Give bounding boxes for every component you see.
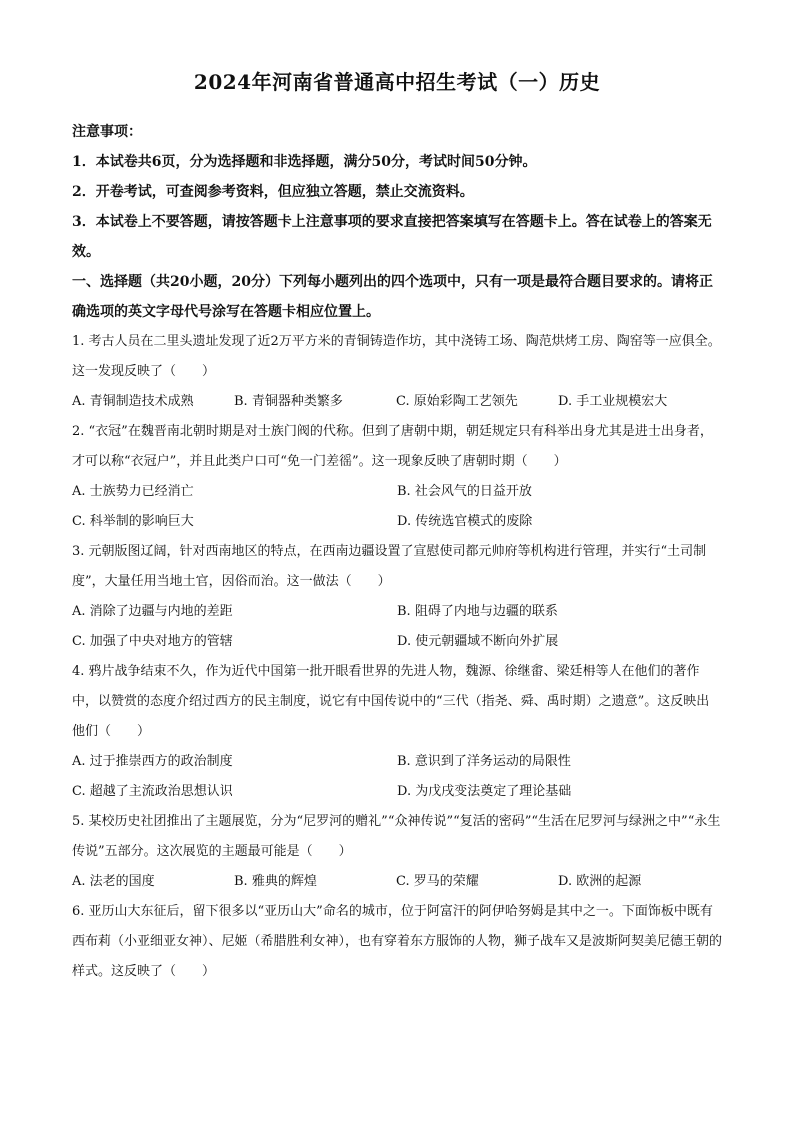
option-list (72, 867, 722, 897)
notes-heading: 注意事项： (72, 124, 142, 140)
question-1 (72, 327, 722, 417)
option-d: D. 传统选官模式的废除 (397, 514, 533, 529)
notes-block (72, 117, 722, 267)
question-2 (72, 417, 722, 537)
option-b: B. 社会风气的日益开放 (397, 484, 532, 499)
option-d: D. 欧洲的起源 (558, 874, 642, 889)
note-item: 3．本试卷上不要答题，请按答题卡上注意事项的要求直接把答案填写在答题卡上。答在试卷上的答案无效。 (72, 214, 712, 260)
option-a: A. 法老的国度 (72, 874, 155, 889)
option-c: C. 原始彩陶工艺领先 (396, 394, 518, 409)
option-d: D. 为戊戌变法奠定了理论基础 (397, 784, 572, 799)
option-list (72, 597, 722, 657)
question-stem: 2. “衣冠”在魏晋南北朝时期是对士族门阀的代称。但到了唐朝中期，朝廷规定只有科举出身尤其是进士出身者，才可以称“衣冠户”，并且此类户口可“免一门差徭”。这一现象反映了唐朝时期（ ） (72, 424, 713, 469)
option-list (72, 747, 722, 807)
page-title: 2024年河南省普通高中招生考试（一）历史 (193, 70, 601, 94)
question-stem: 6. 亚历山大东征后，留下很多以“亚历山大”命名的城市，位于阿富汗的阿伊哈努姆是其中之一。下面饰板中既有西布莉（小亚细亚女神）、尼姬（希腊胜利女神），也有穿着东方服饰的人物，狮子战车又是波斯阿契美尼德王朝的样式。这反映了（ ） (72, 904, 723, 979)
note-item: 2．开卷考试，可查阅参考资料，但应独立答题，禁止交流资料。 (72, 184, 474, 200)
option-b: B. 雅典的辉煌 (234, 874, 317, 889)
option-b: B. 意识到了洋务运动的局限性 (397, 754, 571, 769)
question-stem: 5. 某校历史社团推出了主题展览，分为“尼罗河的赠礼”“众神传说”“复活的密码”“生活在尼罗河与绿洲之中”“永生传说”五部分。这次展览的主题最可能是（ ） (72, 814, 721, 859)
question-5 (72, 807, 722, 897)
option-a: A. 消除了边疆与内地的差距 (72, 604, 233, 619)
option-a: A. 青铜制造技术成熟 (72, 394, 194, 409)
question-stem: 4. 鸦片战争结束不久，作为近代中国第一批开眼看世界的先进人物，魏源、徐继畬、梁廷枏等人在他们的著作中，以赞赏的态度介绍过西方的民主制度，说它有中国传说中的“三代（指尧、舜、禹时期）之遗意”。这反映出他们（ ） (72, 664, 710, 739)
option-d: D. 使元朝疆域不断向外扩展 (397, 634, 559, 649)
question-stem: 3. 元朝版图辽阔，针对西南地区的特点，在西南边疆设置了宣慰使司都元帅府等机构进行管理，并实行“土司制度”，大量任用当地土官，因俗而治。这一做法（ ） (72, 544, 707, 589)
section-heading: 一、选择题（共20小题，20分）下列每小题列出的四个选项中，只有一项是最符合题目要求的。请将正确选项的英文字母代号涂写在答题卡相应位置上。 (72, 274, 713, 320)
option-c: C. 科举制的影响巨大 (72, 514, 194, 529)
option-a: A. 士族势力已经消亡 (72, 484, 194, 499)
question-stem: 1. 考古人员在二里头遗址发现了近2万平方米的青铜铸造作坊，其中浇铸工场、陶范烘烤工房、陶窑等一应俱全。这一发现反映了（ ） (72, 334, 721, 379)
option-c: C. 加强了中央对地方的管辖 (72, 634, 233, 649)
question-4 (72, 657, 722, 807)
option-d: D. 手工业规模宏大 (558, 394, 668, 409)
option-c: C. 超越了主流政治思想认识 (72, 784, 233, 799)
option-list (72, 477, 722, 537)
option-c: C. 罗马的荣耀 (396, 874, 479, 889)
option-list (72, 387, 722, 417)
question-3 (72, 537, 722, 657)
option-b: B. 阻碍了内地与边疆的联系 (397, 604, 558, 619)
option-b: B. 青铜器种类繁多 (234, 394, 343, 409)
note-item: 1．本试卷共6页，分为选择题和非选择题，满分50分，考试时间50分钟。 (72, 154, 537, 170)
option-a: A. 过于推崇西方的政治制度 (72, 754, 233, 769)
question-6 (72, 897, 722, 987)
